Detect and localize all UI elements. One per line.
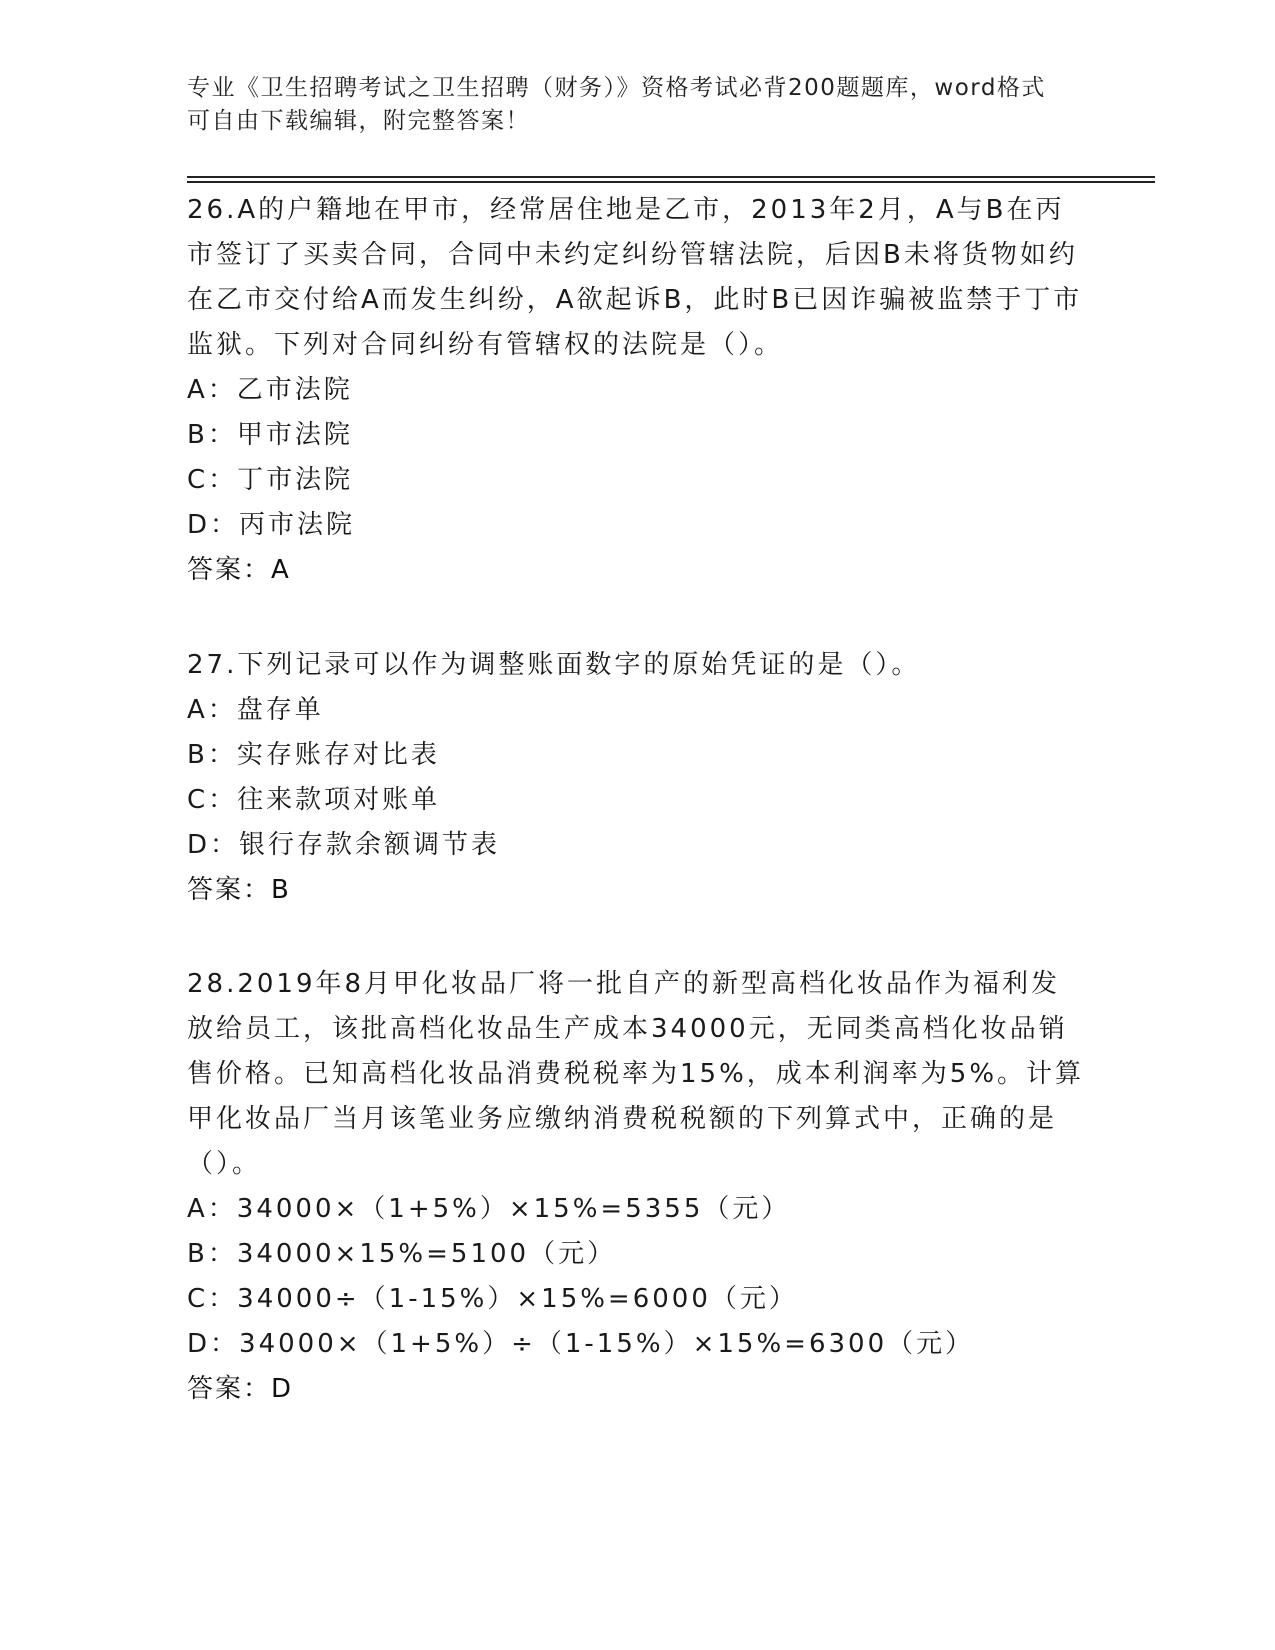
option-c: C：往来款项对账单 — [187, 785, 441, 815]
answer-line: 答案：D — [187, 1374, 294, 1404]
option-a: A：乙市法院 — [187, 375, 353, 405]
option-c: C：丁市法院 — [187, 465, 354, 495]
option-a: A：34000×（1+5%）×15%=5355（元） — [187, 1194, 791, 1224]
question-27 — [187, 643, 1087, 913]
answer-line: 答案：B — [187, 875, 291, 905]
option-d: D：银行存款余额调节表 — [187, 830, 501, 860]
option-a: A：盘存单 — [187, 695, 324, 725]
question-28 — [187, 962, 1087, 1412]
option-d: D：34000×（1+5%）÷（1-15%）×15%=6300（元） — [187, 1329, 975, 1359]
answer-line: 答案：A — [187, 555, 291, 585]
header-line-2: 可自由下载编辑，附完整答案！ — [187, 108, 530, 134]
header-divider-top — [187, 176, 1155, 178]
header-divider-bottom — [187, 181, 1155, 183]
option-b: B：实存账存对比表 — [187, 740, 440, 770]
document-header — [187, 72, 1087, 138]
option-b: B：甲市法院 — [187, 420, 353, 450]
option-b: B：34000×15%=5100（元） — [187, 1239, 617, 1269]
question-stem: 26.A的户籍地在甲市，经常居住地是乙市，2013年2月，A与B在丙市签订了买卖合同，合同中未约定纠纷管辖法院，后因B未将货物如约在乙市交付给A而发生纠纷，A欲起诉B，此时B已因诈骗被监禁于丁市监狱。下列对合同纠纷有管辖权的法院是（）。 — [187, 195, 1083, 360]
question-stem: 27.下列记录可以作为调整账面数字的原始凭证的是（）。 — [187, 650, 921, 680]
question-stem: 28.2019年8月甲化妆品厂将一批自产的新型高档化妆品作为福利发放给员工，该批高档化妆品生产成本34000元，无同类高档化妆品销售价格。已知高档化妆品消费税税率为15%，成本利润率为5%。计算甲化妆品厂当月该笔业务应缴纳消费税税额的下列算式中，正确的是（）。 — [187, 969, 1085, 1179]
option-d: D：丙市法院 — [187, 510, 356, 540]
option-c: C：34000÷（1-15%）×15%=6000（元） — [187, 1284, 798, 1314]
header-line-1: 专业《卫生招聘考试之卫生招聘（财务）》资格考试必背200题题库，word格式 — [187, 75, 1046, 101]
question-26 — [187, 188, 1087, 593]
